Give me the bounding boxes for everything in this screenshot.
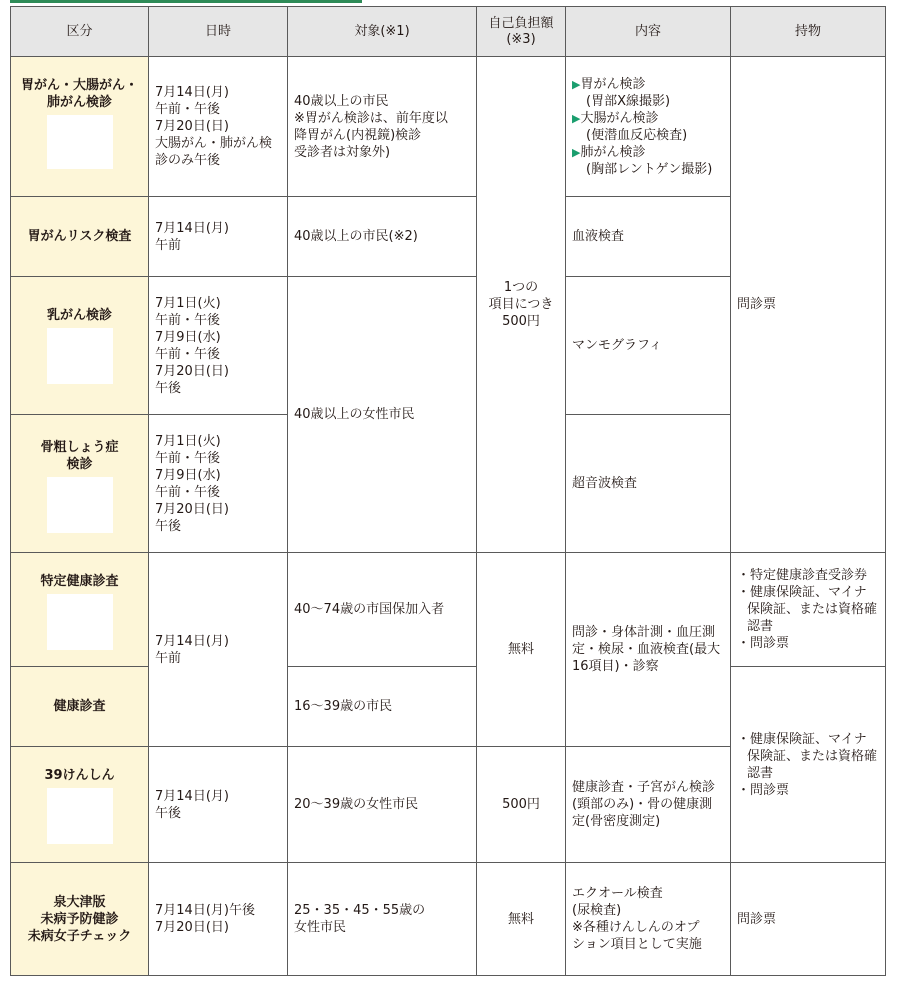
datetime-cell: 7月14日(月)午後 7月20日(日) <box>149 863 288 976</box>
fee-cell: 無料 <box>477 553 566 747</box>
category-cell <box>11 863 149 976</box>
category-label: 泉大津版 未病予防健診 未病女子チェック <box>27 894 132 944</box>
content-cell: 超音波検査 <box>566 415 731 553</box>
category-cell <box>11 197 149 277</box>
header-fee: 自己負担額 (※3) <box>477 7 566 57</box>
content-cell: 問診・身体計測・血圧測定・検尿・血液検査(最大16項目)・診察 <box>566 553 731 747</box>
fee-cell: 無料 <box>477 863 566 976</box>
content-item: ▶肺がん検診 <box>572 144 646 160</box>
header-datetime: 日時 <box>149 7 288 57</box>
category-cell <box>11 277 149 415</box>
fee-cell <box>477 57 566 553</box>
image-placeholder <box>47 328 113 384</box>
category-cell <box>11 667 149 747</box>
category-cell <box>11 553 149 667</box>
table-row <box>11 667 886 747</box>
health-checkup-table <box>10 6 886 976</box>
items-text: 問診票 <box>737 297 777 312</box>
items-cell: ・健康保険証、マイナ保険証、または資格確認書 ・問診票 <box>731 667 886 863</box>
category-cell <box>11 747 149 863</box>
category-cell <box>11 57 149 197</box>
target-cell: 40歳以上の市民(※2) <box>288 197 477 277</box>
target-note: ※胃がん検診は、前年度以 降胃がん(内視鏡)検診 受診者は対象外) <box>294 110 448 160</box>
content-note: ※各種けんしんのオプ ション項目として実施 <box>572 920 702 952</box>
content-cell: エクオール検査 (尿検査) ※各種けんしんのオプ ション項目として実施 <box>566 863 731 976</box>
category-label: 健康診査 <box>53 699 106 714</box>
header-content: 内容 <box>566 7 731 57</box>
category-label: 胃がん・大腸がん・ 肺がん検診 <box>20 78 138 110</box>
triangle-icon: ▶ <box>572 111 581 125</box>
datetime-cell: 7月14日(月) 午後 <box>149 747 288 863</box>
header-category: 区分 <box>11 7 149 57</box>
header-target: 対象(※1) <box>288 7 477 57</box>
table-header-row <box>11 7 886 57</box>
content-item: ▶大腸がん検診 <box>572 110 659 126</box>
category-label: 乳がん検診 <box>46 308 112 323</box>
datetime-cell <box>149 57 288 197</box>
datetime-text: 7月14日(月) 午前・午後 7月20日(日) 大腸がん・肺がん検 診のみ午後 <box>155 85 273 168</box>
target-cell: 40歳以上の女性市民 <box>288 277 477 553</box>
content-cell: 健康診査・子宮がん検診(頸部のみ)・骨の健康測定(骨密度測定) <box>566 747 731 863</box>
category-label: 特定健康診査 <box>40 574 119 589</box>
datetime-cell: 7月1日(火) 午前・午後 7月9日(水) 午前・午後 7月20日(日) 午後 <box>149 277 288 415</box>
header-items: 持物 <box>731 7 886 57</box>
table-row <box>11 863 886 976</box>
items-cell: 問診票 <box>731 863 886 976</box>
datetime-cell: 7月14日(月) 午前 <box>149 553 288 747</box>
triangle-icon: ▶ <box>572 145 581 159</box>
datetime-cell: 7月14日(月) 午前 <box>149 197 288 277</box>
category-cell <box>11 415 149 553</box>
target-cell: 20～39歳の女性市民 <box>288 747 477 863</box>
content-cell: マンモグラフィ <box>566 277 731 415</box>
table-row <box>11 553 886 667</box>
triangle-icon: ▶ <box>572 77 581 91</box>
category-label: 39けんしん <box>44 768 115 783</box>
category-label: 骨粗しょう症 検診 <box>40 440 119 472</box>
content-cell: ▶胃がん検診 (胃部X線撮影) ▶大腸がん検診 (便潜血反応検査) ▶肺がん検診 (胸部レントゲン撮影) <box>566 57 731 197</box>
fee-text: 1つの 項目につき 500円 <box>488 280 554 329</box>
items-cell <box>731 57 886 553</box>
target-cell: 16～39歳の市民 <box>288 667 477 747</box>
image-placeholder <box>47 115 113 169</box>
header-accent-line <box>10 0 362 3</box>
image-placeholder <box>47 477 113 533</box>
category-label: 胃がんリスク検査 <box>27 229 132 244</box>
fee-cell: 500円 <box>477 747 566 863</box>
image-placeholder <box>47 594 113 650</box>
target-text: 40歳以上の市民 <box>294 93 389 109</box>
image-placeholder <box>47 788 113 844</box>
datetime-cell: 7月1日(火) 午前・午後 7月9日(水) 午前・午後 7月20日(日) 午後 <box>149 415 288 553</box>
content-cell: 血液検査 <box>566 197 731 277</box>
content-item: ▶胃がん検診 <box>572 76 646 92</box>
target-cell: 25・35・45・55歳の 女性市民 <box>288 863 477 976</box>
table-row <box>11 57 886 197</box>
target-cell: 40～74歳の市国保加入者 <box>288 553 477 667</box>
items-cell: ・特定健康診査受診券 ・健康保険証、マイナ保険証、または資格確認書 ・問診票 <box>731 553 886 667</box>
target-cell <box>288 57 477 197</box>
